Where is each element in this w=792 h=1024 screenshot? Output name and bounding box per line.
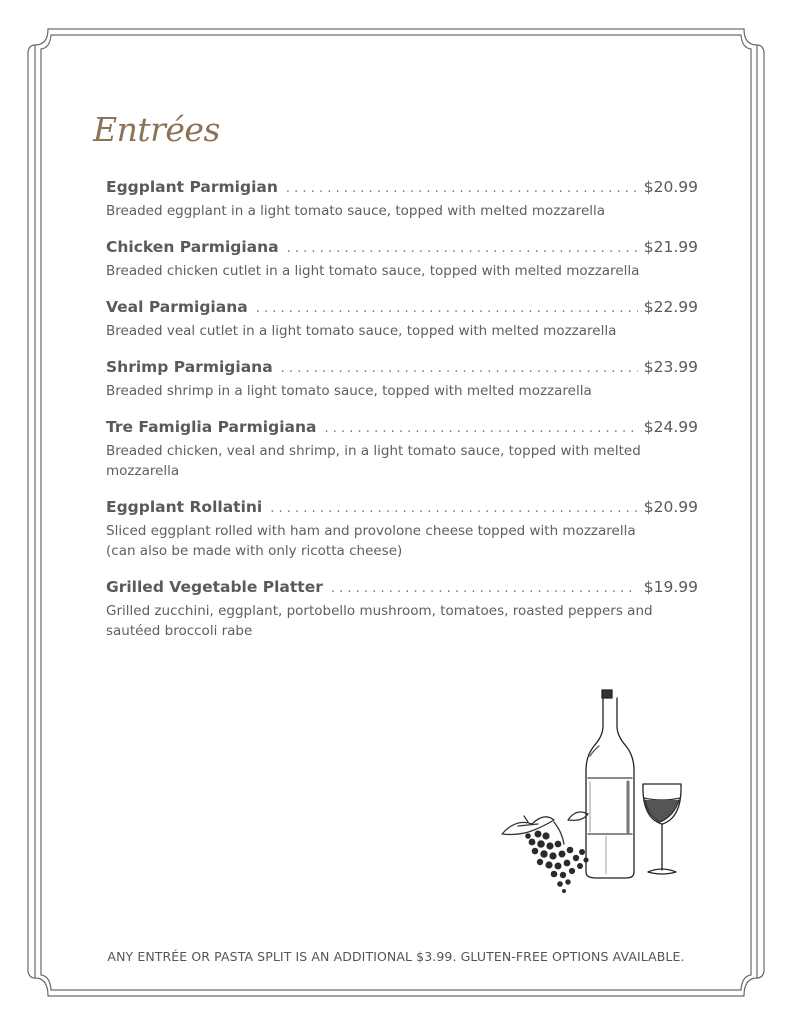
menu-item-description: Breaded veal cutlet in a light tomato sauce, topped with melted mozzarella	[106, 323, 617, 339]
menu-list	[106, 178, 698, 658]
menu-item-name: Eggplant Rollatini	[106, 498, 263, 516]
menu-item-price: $19.99	[643, 578, 698, 596]
menu-item	[106, 498, 698, 561]
menu-item-price: $20.99	[643, 178, 698, 196]
footer-note: ANY ENTRÉE OR PASTA SPLIT IS AN ADDITIONAL $3.99. GLUTEN-FREE OPTIONS AVAILABLE.	[107, 949, 685, 964]
menu-item	[106, 238, 698, 281]
dot-leader	[270, 502, 638, 515]
menu-item-price: $24.99	[643, 418, 698, 436]
menu-item-name: Tre Famiglia Parmigiana	[106, 418, 317, 436]
menu-item	[106, 578, 698, 641]
menu-item-price: $21.99	[643, 238, 698, 256]
menu-item	[106, 298, 698, 341]
menu-item	[106, 178, 698, 221]
dot-leader	[287, 242, 638, 255]
menu-item-description: Breaded chicken cutlet in a light tomato sauce, topped with melted mozzarella	[106, 263, 640, 279]
menu-item	[106, 418, 698, 481]
menu-item	[106, 358, 698, 401]
dot-leader	[256, 302, 638, 315]
menu-item-name: Veal Parmigiana	[106, 298, 248, 316]
dot-leader	[286, 182, 638, 195]
menu-item-price: $20.99	[643, 498, 698, 516]
menu-item-name: Shrimp Parmigiana	[106, 358, 273, 376]
dot-leader	[324, 422, 637, 435]
menu-item-description: Grilled zucchini, eggplant, portobello mushroom, tomatoes, roasted peppers and sautéed broccoli rabe	[106, 603, 653, 639]
menu-item-name: Chicken Parmigiana	[106, 238, 279, 256]
dot-leader	[281, 362, 638, 375]
menu-item-price: $22.99	[643, 298, 698, 316]
menu-item-name: Eggplant Parmigian	[106, 178, 278, 196]
menu-item-description: Breaded eggplant in a light tomato sauce, topped with melted mozzarella	[106, 203, 606, 219]
menu-item-price: $23.99	[643, 358, 698, 376]
menu-item-name: Grilled Vegetable Platter	[106, 578, 323, 596]
menu-item-description: Breaded shrimp in a light tomato sauce, topped with melted mozzarella	[106, 383, 592, 399]
dot-leader	[331, 582, 638, 595]
wine-bottle-glass-grapes-icon	[498, 686, 688, 901]
menu-item-description: Breaded chicken, veal and shrimp, in a light tomato sauce, topped with melted mozzarella	[106, 443, 641, 479]
section-title: Entrées	[93, 110, 220, 149]
menu-item-description: Sliced eggplant rolled with ham and provolone cheese topped with mozzarella (can also be made with only ricotta cheese)	[106, 523, 636, 559]
